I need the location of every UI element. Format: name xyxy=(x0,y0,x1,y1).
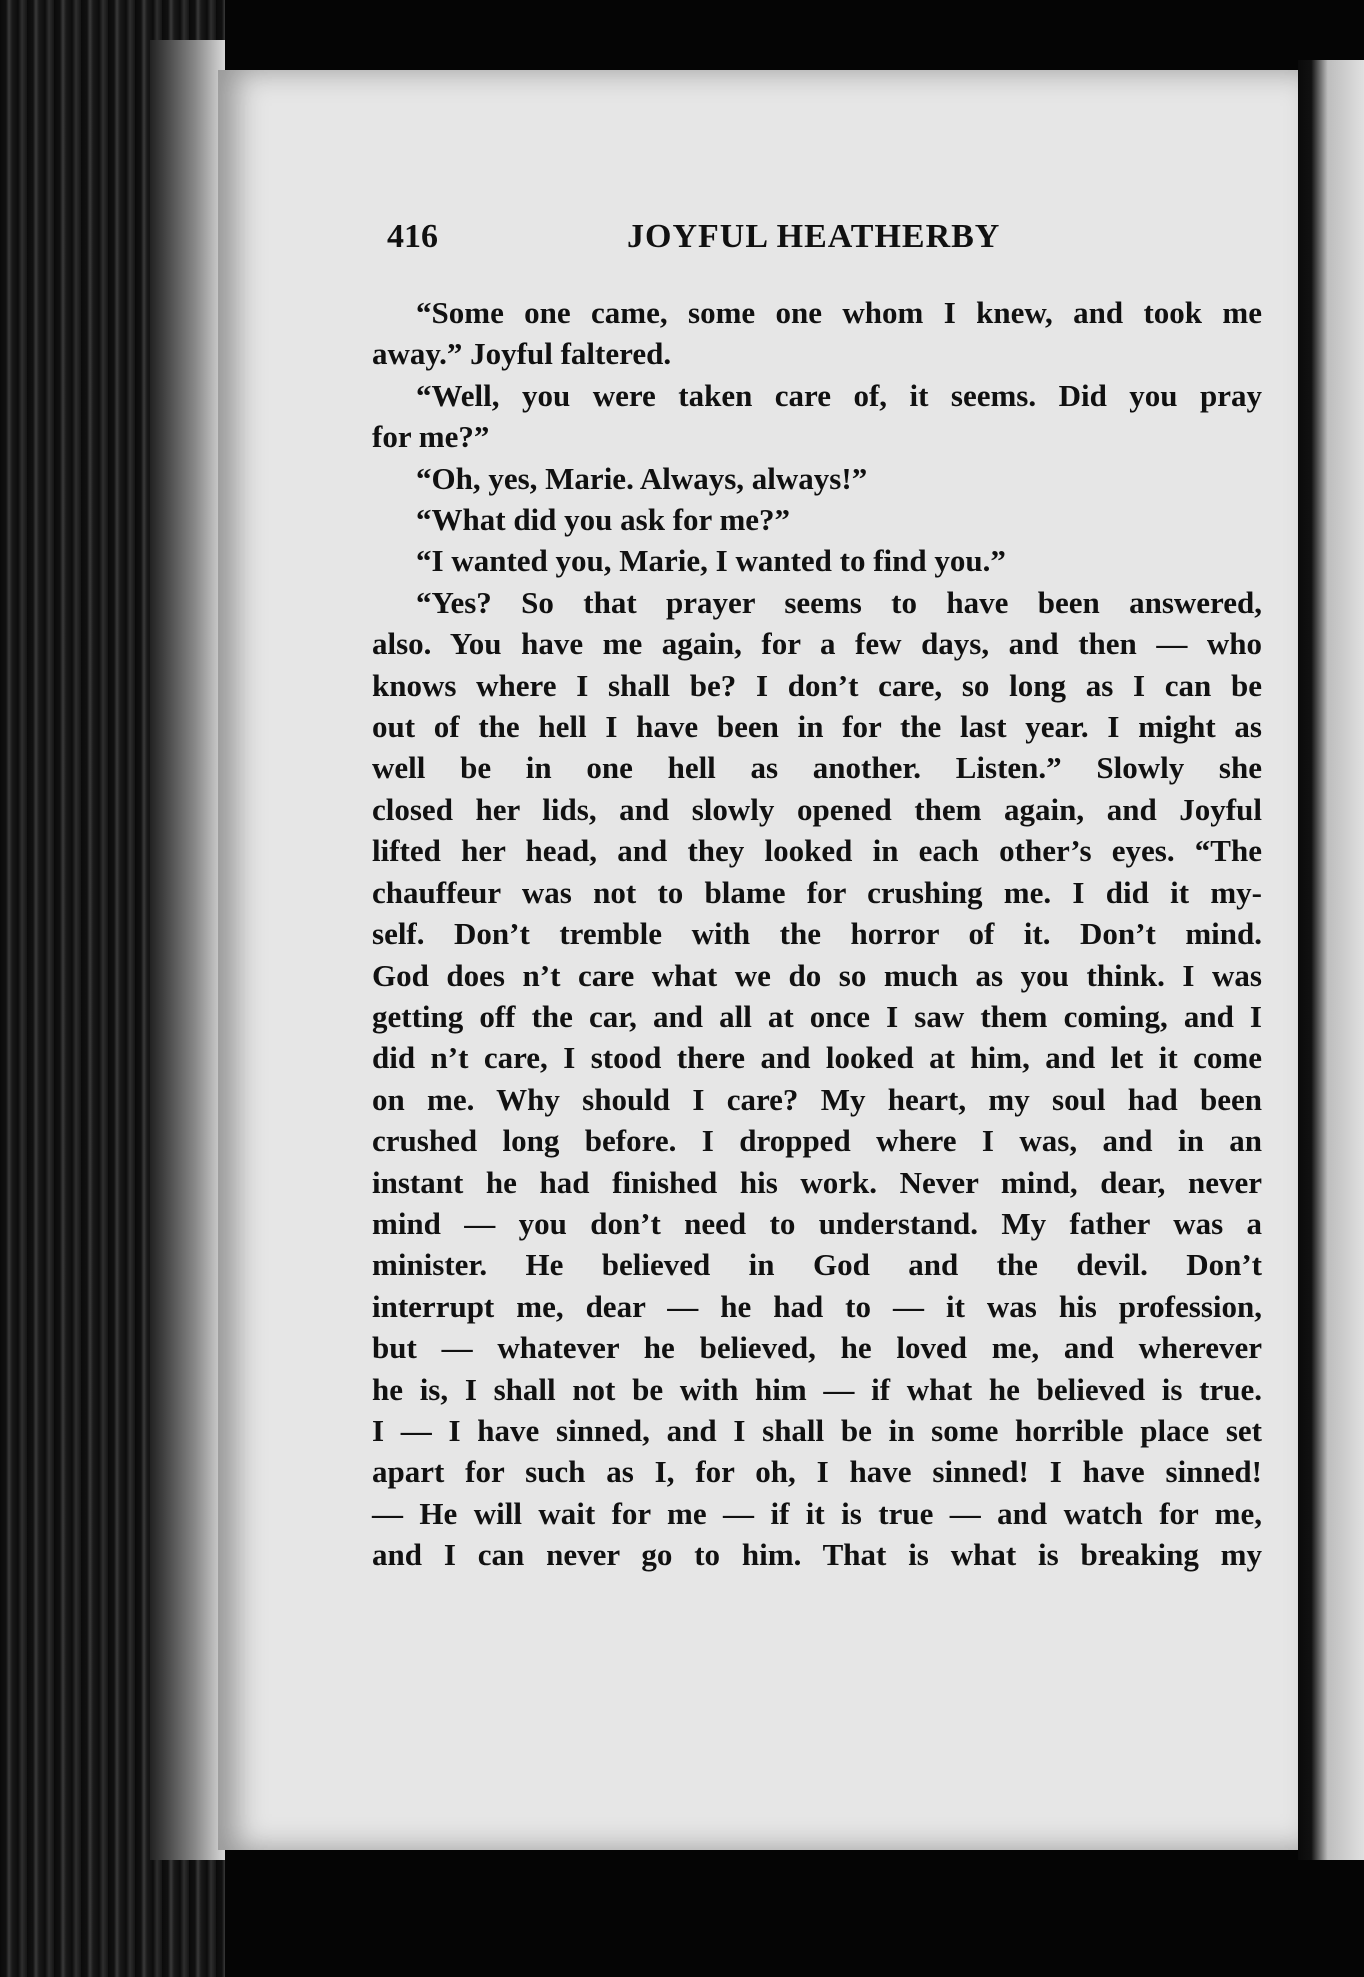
page-number: 416 xyxy=(387,218,438,255)
text-line: “Well, you were taken care of, it seems. Did you pray xyxy=(416,377,1262,413)
running-head: JOYFUL HEATHERBY xyxy=(627,218,1001,255)
text-line: instant he had finished his work. Never mind, dear, never xyxy=(372,1164,1262,1200)
text-line: getting off the car, and all at once I saw them coming, and I xyxy=(372,998,1262,1034)
page-header xyxy=(387,218,1027,268)
text-line: “I wanted you, Marie, I wanted to find you.” xyxy=(416,543,1006,579)
text-line: lifted her head, and they looked in each other’s eyes. “The xyxy=(372,833,1262,869)
text-line: — He will wait for me — if it is true — and watch for me, xyxy=(372,1495,1262,1531)
text-line: crushed long before. I dropped where I was, and in an xyxy=(372,1123,1262,1159)
text-line: “What did you ask for me?” xyxy=(416,502,791,538)
text-line: closed her lids, and slowly opened them again, and Joyful xyxy=(372,791,1262,827)
text-line: mind — you don’t need to understand. My father was a xyxy=(372,1205,1262,1241)
text-line: away.” Joyful faltered. xyxy=(372,336,672,372)
text-line: for me?” xyxy=(372,419,490,455)
text-line: interrupt me, dear — he had to — it was his profession, xyxy=(372,1288,1262,1324)
text-line: did n’t care, I stood there and looked at him, and let it come xyxy=(372,1040,1262,1076)
text-line: but — whatever he believed, he loved me, and wherever xyxy=(372,1330,1262,1366)
text-line: also. You have me again, for a few days, and then — who xyxy=(372,626,1262,662)
text-line: “Oh, yes, Marie. Always, always!” xyxy=(416,460,868,496)
text-line: on me. Why should I care? My heart, my soul had been xyxy=(372,1081,1262,1117)
text-line: I — I have sinned, and I shall be in some horrible place set xyxy=(372,1412,1262,1448)
text-line: minister. He believed in God and the devil. Don’t xyxy=(372,1247,1262,1283)
page-stack-edge xyxy=(150,40,225,1860)
text-line: well be in one hell as another. Listen.” Slowly she xyxy=(372,750,1262,786)
text-line: self. Don’t tremble with the horror of it. Don’t mind. xyxy=(372,916,1262,952)
text-line: out of the hell I have been in for the last year. I might as xyxy=(372,709,1262,745)
text-line: God does n’t care what we do so much as you think. I was xyxy=(372,957,1262,993)
text-line: “Some one came, some one whom I knew, and took me xyxy=(416,295,1262,330)
text-line: chauffeur was not to blame for crushing me. I did it my- xyxy=(372,874,1262,910)
text-line: and I can never go to him. That is what is breaking my xyxy=(372,1537,1262,1573)
body-text xyxy=(372,292,1262,1576)
text-line: “Yes? So that prayer seems to have been answered, xyxy=(416,584,1262,620)
text-line: he is, I shall not be with him — if what he believed is true. xyxy=(372,1371,1262,1407)
facing-page-edge xyxy=(1298,60,1364,1860)
text-line: knows where I shall be? I don’t care, so long as I can be xyxy=(372,667,1262,703)
text-line: apart for such as I, for oh, I have sinned! I have sinned! xyxy=(372,1454,1262,1490)
